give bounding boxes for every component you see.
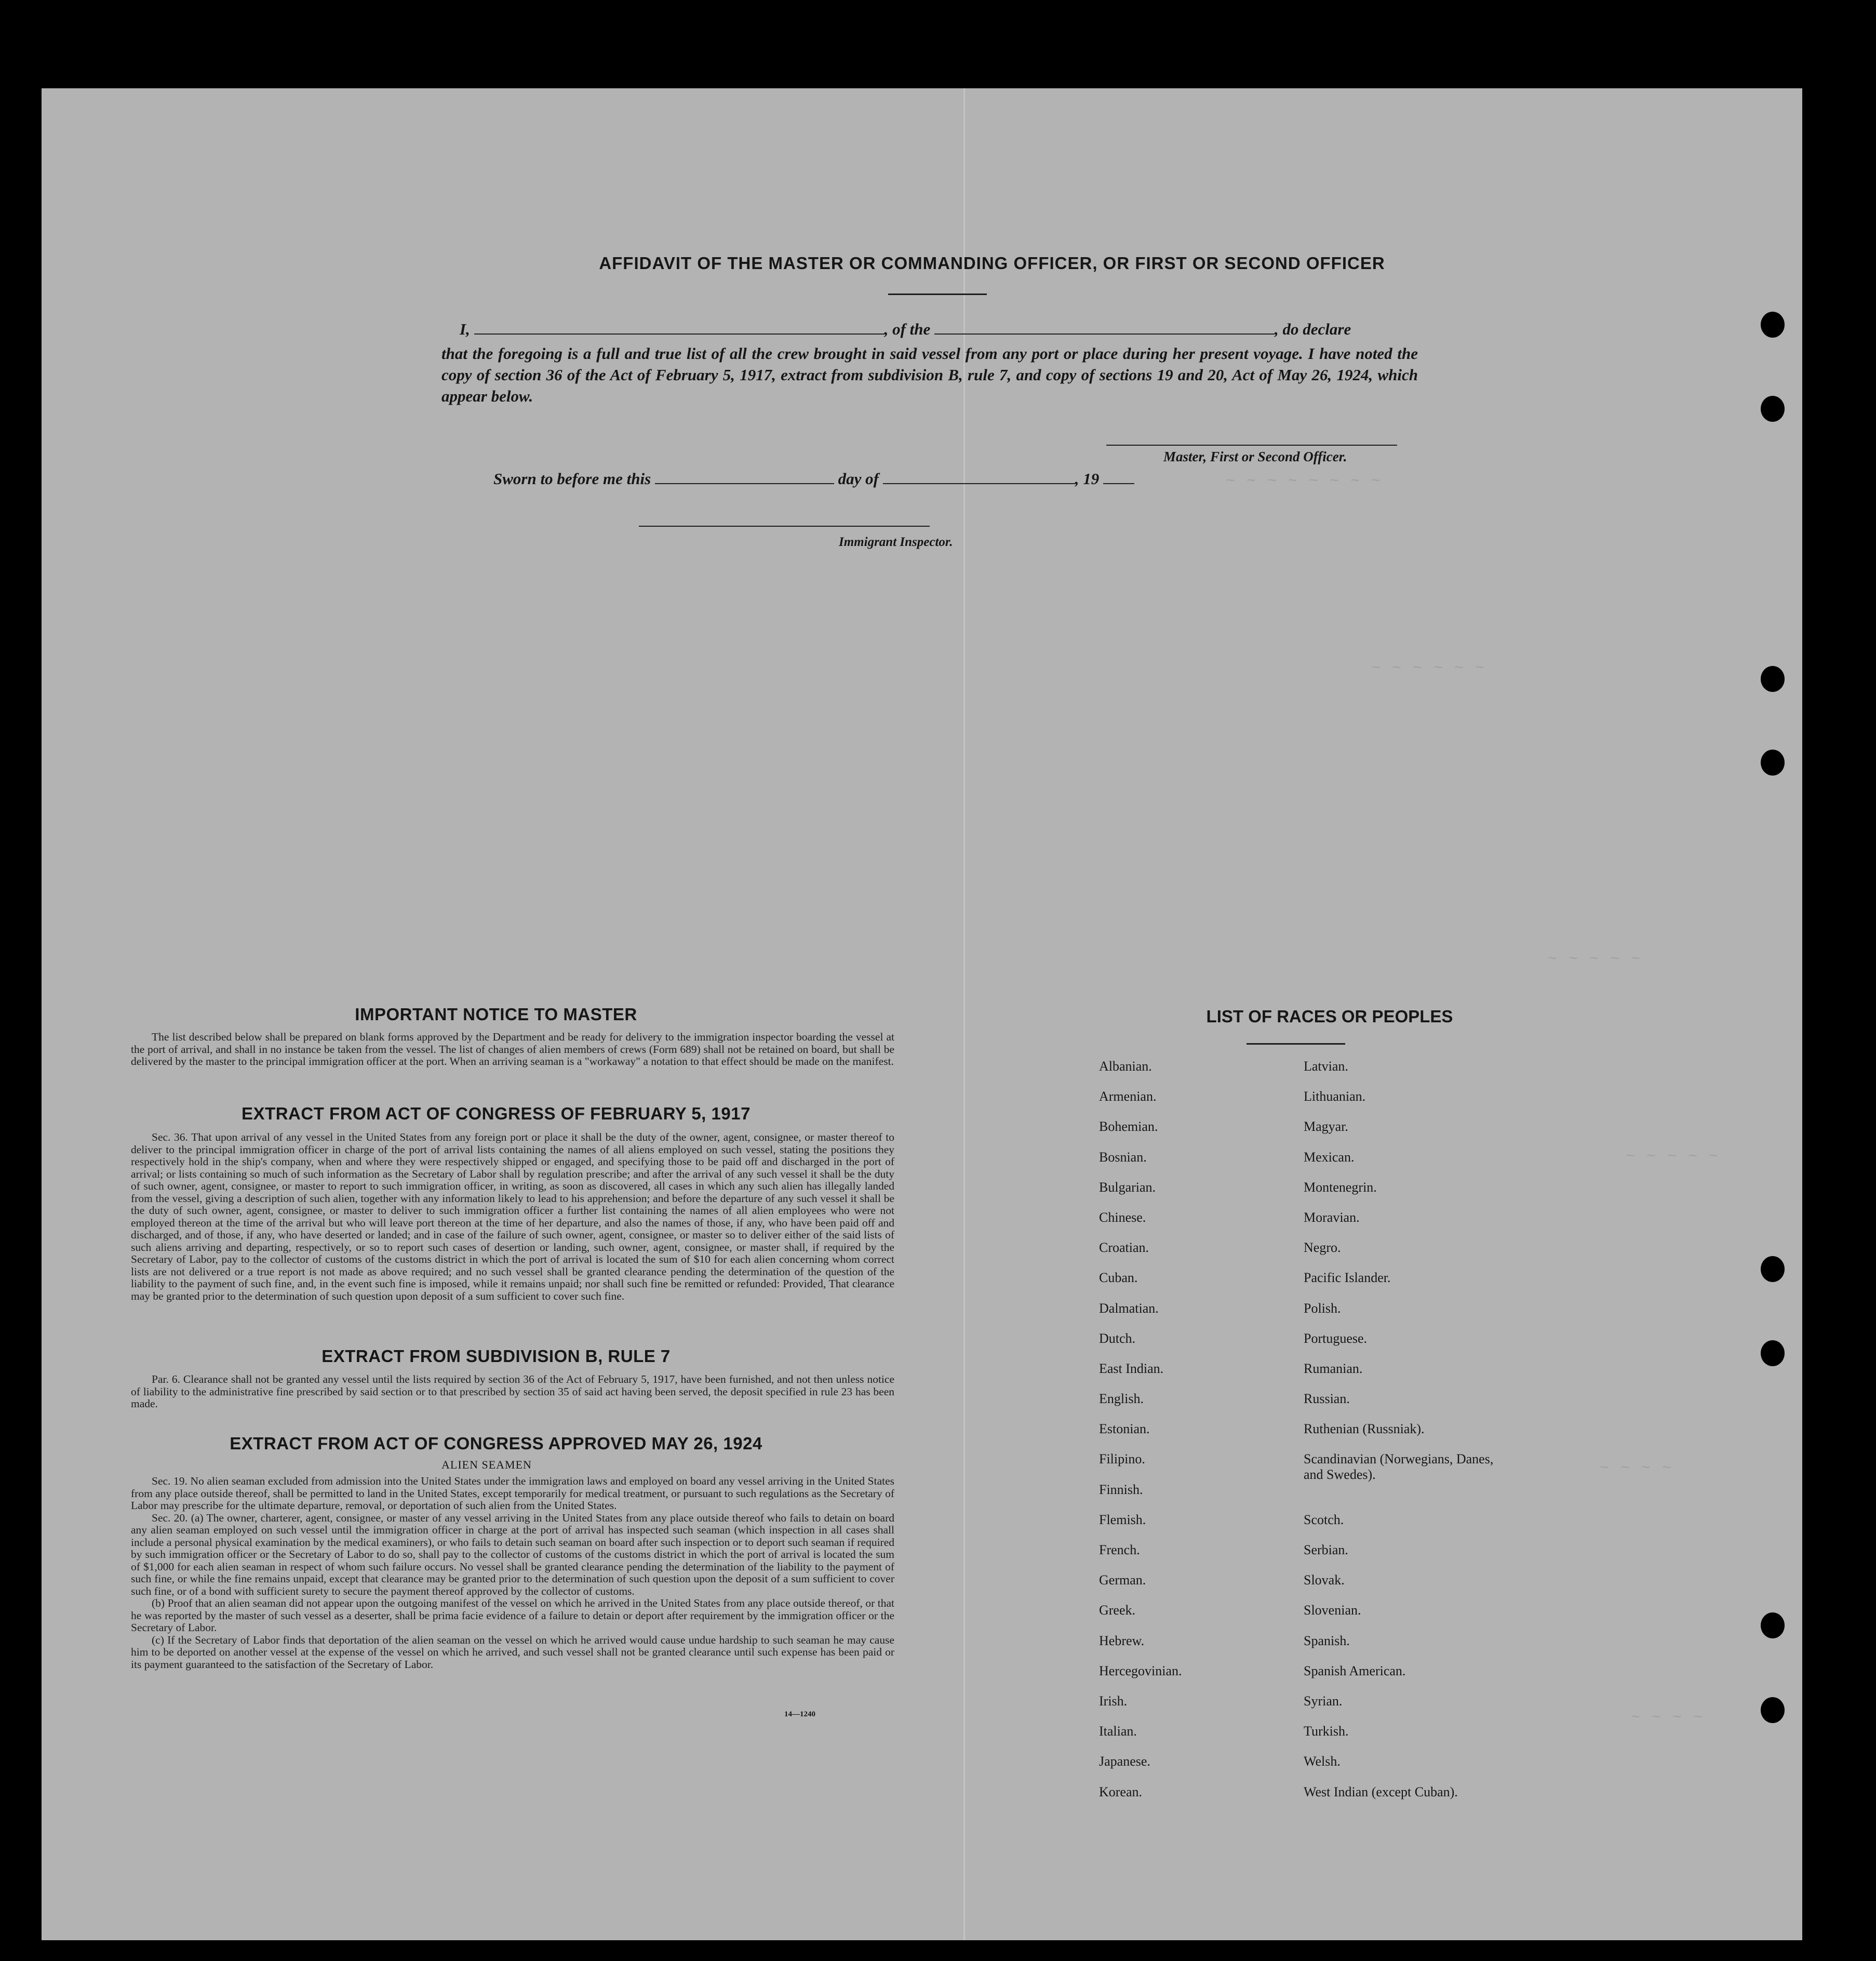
punch-hole	[1761, 1340, 1785, 1366]
punch-hole	[1761, 1612, 1785, 1638]
race-item: Pacific Islander.	[1304, 1270, 1391, 1286]
notice-title: IMPORTANT NOTICE TO MASTER	[355, 1005, 637, 1024]
race-item: Slovak.	[1304, 1572, 1345, 1588]
race-item: Cuban.	[1099, 1270, 1138, 1286]
bleed-through-text: ~ ~ ~ ~ ~ ~ ~ ~	[1226, 473, 1382, 490]
sworn-prefix: Sworn to before me this	[493, 470, 651, 488]
bleed-through-text: ~ ~ ~ ~	[1600, 1460, 1673, 1477]
vessel-blank	[934, 333, 1275, 335]
name-blank	[474, 333, 885, 335]
race-item: Japanese.	[1099, 1754, 1150, 1769]
signature-label: Master, First or Second Officer.	[1163, 449, 1347, 464]
affidavit-body: that the foregoing is a full and true list of all the crew brought in said vessel from any port or place during her present voyage. I have noted the copy of section 36 of the Act of February 5, 1917, extract from subdivision B, rule 7, and copy of sections 19 and 20, Act of May 26, 1924, which appear below.	[441, 344, 1418, 405]
race-item: Greek.	[1099, 1603, 1136, 1618]
declare-suffix: , do declare	[1275, 320, 1351, 338]
declare-of-the: , of the	[884, 320, 931, 338]
race-item: Croatian.	[1099, 1240, 1149, 1256]
race-item: Montenegrin.	[1304, 1179, 1377, 1195]
race-item: Finnish.	[1099, 1482, 1143, 1497]
race-item: Flemish.	[1099, 1512, 1146, 1527]
race-item: Bohemian.	[1099, 1119, 1158, 1135]
month-blank	[883, 483, 1075, 484]
sec-20b-paragraph: (b) Proof that an alien seaman did not appear upon the outgoing manifest of the vessel on which he arrived in the United States from any place outside thereof, or that he was reported by the master of such vessel as a deserter, shall be prima facie evidence of a failure to detain or deport after requirement by the immigration officer or the Secretary of Labor.	[131, 1597, 894, 1634]
race-item: Spanish American.	[1304, 1663, 1406, 1678]
race-item: Armenian.	[1099, 1089, 1157, 1104]
race-item: Portuguese.	[1304, 1330, 1368, 1346]
race-item: East Indian.	[1099, 1360, 1164, 1376]
extract-1917-text	[131, 1131, 894, 1302]
race-item: Bulgarian.	[1099, 1179, 1156, 1195]
sworn-line	[493, 470, 1134, 488]
par-6-paragraph: Par. 6. Clearance shall not be granted any vessel until the lists required by section 36 of the Act of February 5, 1917, have been furnished, and not then unless notice of liability to the administrative fine prescribed by said section or to that prescribed by section 35 of said act having been served, the deposit specified in rule 23 has been made.	[131, 1373, 894, 1410]
race-item: Polish.	[1304, 1300, 1341, 1316]
race-item: Irish.	[1099, 1693, 1128, 1709]
day-blank	[655, 483, 834, 484]
inspector-label: Immigrant Inspector.	[839, 535, 953, 549]
race-item: Russian.	[1304, 1391, 1350, 1407]
form-page	[42, 88, 1802, 1940]
race-item: Welsh.	[1304, 1754, 1341, 1769]
declare-prefix: I,	[460, 320, 470, 338]
race-item: Scotch.	[1304, 1512, 1344, 1527]
signature-line	[1106, 445, 1397, 446]
race-item: Albanian.	[1099, 1059, 1152, 1074]
race-item: Lithuanian.	[1304, 1089, 1366, 1104]
title-underline	[888, 294, 987, 295]
extract-1924-text	[131, 1475, 894, 1671]
race-item: Latvian.	[1304, 1059, 1348, 1074]
alien-seamen-subtitle: ALIEN SEAMEN	[441, 1458, 532, 1471]
race-item: Spanish.	[1304, 1633, 1350, 1648]
races-right-column	[1304, 1059, 1501, 1815]
punch-hole	[1761, 312, 1785, 338]
inspector-signature-line	[639, 526, 930, 527]
race-item: Hercegovinian.	[1099, 1663, 1182, 1678]
bleed-through-text: ~ ~ ~ ~	[1631, 1709, 1704, 1727]
race-item: West Indian (except Cuban).	[1304, 1784, 1458, 1799]
punch-hole	[1761, 1256, 1785, 1282]
races-title: LIST OF RACES OR PEOPLES	[1206, 1007, 1453, 1026]
year-blank	[1103, 483, 1134, 484]
race-item: Italian.	[1099, 1724, 1137, 1739]
race-item: Ruthenian (Russniak).	[1304, 1421, 1425, 1437]
form-number: 14—1240	[784, 1710, 815, 1718]
race-item: Hebrew.	[1099, 1633, 1145, 1648]
sec-20c-paragraph: (c) If the Secretary of Labor finds that deportation of the alien seaman on the vessel on which he arrived would cause undue hardship to such seaman he may cause him to be deported on another vessel at the expense of the vessel on which he arrived, and such vessel shall not be granted clearance until such expense has been paid or its payment guaranteed to the satisfaction of the Secretary of Labor.	[131, 1633, 894, 1671]
punch-hole	[1761, 1697, 1785, 1723]
bleed-through-text: ~ ~ ~ ~ ~	[1548, 951, 1642, 968]
extract-1917-title: EXTRACT FROM ACT OF CONGRESS OF FEBRUARY 5, 1917	[242, 1104, 751, 1123]
race-item: English.	[1099, 1391, 1144, 1407]
race-item: Turkish.	[1304, 1724, 1349, 1739]
race-item: Mexican.	[1304, 1149, 1355, 1165]
race-item: Dalmatian.	[1099, 1300, 1159, 1316]
race-item: Scandinavian (Norwegians, Danes, and Swedes).	[1304, 1451, 1494, 1483]
bleed-through-text: ~ ~ ~ ~ ~ ~	[1371, 660, 1486, 677]
sec-20a-paragraph: Sec. 20. (a) The owner, charterer, agent, consignee, or master of any vessel arriving in the United States from any place outside thereof who fails to detain on board any alien seaman employed on such vessel until the immigration officer in charge at the port of arrival has inspected such seaman (which inspection in all cases shall include a personal physical examination by the medical examiners), or who fails to detain such seaman on board after such inspection or to deport such seaman if required by such immigration officer or the Secretary of Labor to do so, shall pay to the collector of customs of the customs district in which the port of arrival is located the sum of $1,000 for each alien seaman in respect of whom such failure occurs. No vessel shall be granted clearance pending the determination of the liability to the payment of such fine, or while the fine remains unpaid, except that clearance may be granted prior to the determination of such question upon the deposit of a sum sufficient to cover such fine, or of a bond with sufficient surety to secure the payment thereof approved by the collector of customs.	[131, 1511, 894, 1597]
sec-19-paragraph: Sec. 19. No alien seaman excluded from admission into the United States under the immigration laws and employed on board any vessel arriving in the United States from any place outside thereof, shall be permitted to land in the United States, except temporarily for medical treatment, or pursuant to such regulations as the Secretary of Labor may prescribe for the ultimate departure, removal, or deportation of such alien from the United States.	[131, 1475, 894, 1512]
sworn-year: , 19	[1075, 470, 1100, 488]
sec-36-paragraph: Sec. 36. That upon arrival of any vessel in the United States from any foreign port or place it shall be the duty of the owner, agent, consignee, or master thereof to deliver to the principal immigration officer in charge of the port of arrival lists containing the names of all aliens employed on such vessel, stating the positions they respectively hold in the ship's company, when and where they were respectively shipped or engaged, and specifying those to be paid off and discharged in the port of arrival; or lists containing so much of such information as the Secretary of Labor shall by regulation prescribe; and after the arrival of any such vessel it shall be the duty of such owner, agent, consignee, or master to report to such immigration officer, in writing, as soon as discovered, all cases in which any such alien has illegally landed from the vessel, giving a description of such alien, together with any information likely to lead to his apprehension; and before the departure of any such vessel it shall be the duty of such owner, agent, consignee, or master to deliver to such immigration officer a further list containing the names of all alien employees who were not employed thereon at the time of the arrival but who will leave port thereon at the time of her departure, and also the names of those, if any, who have been paid off and discharged, and of those, if any, who have deserted or landed; and in case of the failure of such owner, agent, consignee, or master so to deliver either of the said lists of such aliens arriving and departing, respectively, or so to report such cases of desertion or landing, such owner, agent, consignee, or master shall, if required by the Secretary of Labor, pay to the collector of customs of the customs district in which the port of arrival is located the sum of $10 for each alien concerning whom correct lists are not delivered or a true report is not made as above required; and no such vessel shall be granted clearance pending the determination of the question of the liability to the payment of such fine, and, in the event such fine is imposed, while it remains unpaid; nor shall such fine be remitted or refunded: Provided, That clearance may be granted prior to the determination of such question upon deposit of a sum sufficient to cover such fine.	[131, 1131, 894, 1302]
race-item: German.	[1099, 1572, 1146, 1588]
races-left-column	[1099, 1059, 1182, 1815]
race-item: Slovenian.	[1304, 1603, 1361, 1618]
race-item: French.	[1099, 1542, 1140, 1557]
notice-paragraph: The list described below shall be prepared on blank forms approved by the Department and be ready for delivery to the immigration inspector boarding the vessel at the port of arrival, and shall in no instance be taken from the vessel. The list of changes of alien members of crews (Form 689) shall not be retained on board, but shall be delivered by the master to the principal immigration officer at the port. When an arriving seaman is a "workaway" a notation to that effect should be made on the manifest.	[131, 1031, 894, 1068]
race-item: Chinese.	[1099, 1209, 1146, 1225]
race-item: Rumanian.	[1304, 1360, 1363, 1376]
declare-line	[460, 320, 1351, 339]
race-item: Magyar.	[1304, 1119, 1348, 1135]
punch-hole	[1761, 750, 1785, 776]
punch-hole	[1761, 666, 1785, 692]
sworn-day-of: day of	[838, 470, 879, 488]
race-item: Bosnian.	[1099, 1149, 1147, 1165]
race-item: Syrian.	[1304, 1693, 1343, 1709]
race-item: Moravian.	[1304, 1209, 1360, 1225]
extract-1924-title: EXTRACT FROM ACT OF CONGRESS APPROVED MAY 26, 1924	[230, 1434, 762, 1453]
race-item: Filipino.	[1099, 1451, 1145, 1467]
race-item: Serbian.	[1304, 1542, 1348, 1558]
race-item: Korean.	[1099, 1784, 1143, 1799]
race-item: Dutch.	[1099, 1330, 1136, 1346]
notice-text	[131, 1031, 894, 1068]
affidavit-title: AFFIDAVIT OF THE MASTER OR COMMANDING OFFICER, OR FIRST OR SECOND OFFICER	[599, 254, 1385, 273]
punch-hole	[1761, 396, 1785, 422]
races-title-underline	[1247, 1043, 1345, 1045]
race-item: Estonian.	[1099, 1421, 1150, 1437]
race-item: Negro.	[1304, 1240, 1341, 1256]
extract-rule7-title: EXTRACT FROM SUBDIVISION B, RULE 7	[321, 1346, 671, 1366]
extract-rule7-text	[131, 1373, 894, 1410]
bleed-through-text: ~ ~ ~ ~ ~	[1626, 1148, 1720, 1166]
